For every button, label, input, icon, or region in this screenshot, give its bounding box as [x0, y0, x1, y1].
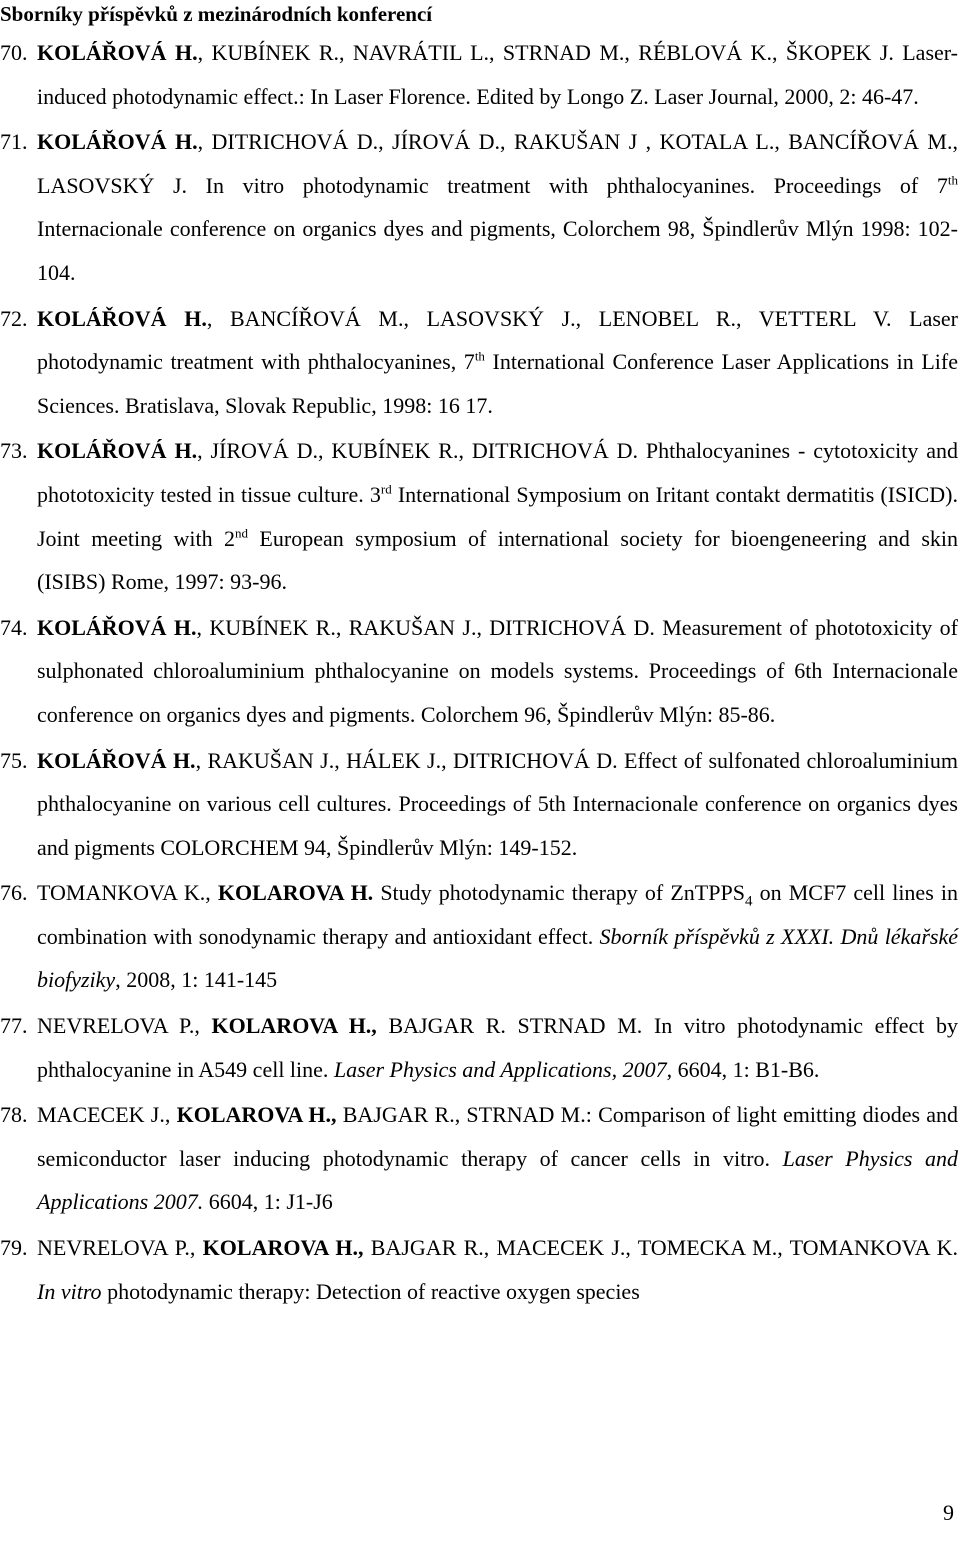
reference-text [37, 297, 958, 428]
reference-text [37, 1004, 958, 1091]
reference-text-run: Internacionale conference on organics dyes and pigments, Colorchem 98, Špindlerův Mlýn 1998: 102-104. [37, 216, 958, 285]
reference-number: 70. [0, 40, 28, 65]
reference-text-run: , KUBÍNEK R., NAVRÁTIL L., STRNAD M., RÉBLOVÁ K., ŠKOPEK J. Laser-induced photodynamic effect.: In Laser Florence. Edited by Longo Z. Laser Journal, 2000, 2: 46-47. [37, 40, 958, 109]
reference-number: 73. [0, 438, 28, 464]
reference-text [37, 871, 958, 1002]
reference-text-run: International Conference Laser Applications in Life Sciences. Bratislava, Slovak Republic, 1998: 16 17. [37, 349, 958, 418]
page-number: 9 [943, 1500, 954, 1525]
reference-text-run: KOLÁŘOVÁ H. [37, 747, 196, 773]
reference-item [0, 871, 958, 1002]
reference-item [0, 1226, 958, 1313]
reference-text-run: on MCF7 cell lines in combination with sonodynamic therapy and antioxidant effect. [37, 880, 959, 949]
reference-text-run: International Symposium on Iritant contakt dermatitis (ISICD). Joint meeting with 2 [37, 481, 958, 551]
reference-item [0, 31, 958, 118]
reference-item [0, 297, 958, 428]
reference-number: 74. [0, 614, 28, 640]
reference-text [37, 606, 958, 737]
reference-text-run: KOLAROVA H., [211, 1013, 377, 1039]
reference-list [0, 31, 958, 1315]
reference-text-run: Laser Physics and Applications 2007. [37, 1145, 959, 1215]
reference-text-run: 4 [744, 893, 753, 910]
reference-text-run: BAJGAR R., STRNAD M.: Comparison of light emitting diodes and semiconductor laser inducing photodynamic therapy of cancer cells in vitro. [37, 1102, 959, 1171]
reference-text-run: th [947, 172, 958, 188]
reference-text-run: Sborník příspěvků z XXXI. Dnů lékařské biofyziky [37, 923, 958, 993]
reference-text-run: , BANCÍŘOVÁ M., LASOVSKÝ J., LENOBEL R., VETTERL V. Laser photodynamic treatment with phthalocyanines, 7 [37, 305, 958, 375]
reference-item [0, 120, 958, 294]
reference-text-run: photodynamic therapy: Detection of reactive oxygen species [101, 1278, 640, 1304]
reference-text-run: th [474, 348, 485, 364]
reference-item [0, 1004, 958, 1091]
reference-text-run: KOLÁŘOVÁ H. [37, 129, 198, 155]
reference-number: 71. [0, 129, 28, 155]
reference-text-run: NEVRELOVA P., [37, 1013, 212, 1039]
reference-number: 77. [0, 1013, 28, 1039]
reference-text-run: BAJGAR R., MACECEK J., TOMECKA M., TOMANKOVA K. [363, 1235, 958, 1261]
reference-text-run: Laser Physics and Applications, 2007, [333, 1056, 673, 1082]
reference-text-run: , 2008, 1: 141-145 [115, 967, 278, 993]
reference-text [37, 31, 958, 118]
reference-number: 78. [0, 1102, 28, 1128]
reference-text-run: , KUBÍNEK R., RAKUŠAN J., DITRICHOVÁ D. Measurement of phototoxicity of sulphonated chloroaluminium phthalocyanine on models systems. Proceedings of 6th Internacionale conference on organics dyes and pigments. Colorchem 96, Špindlerův Mlýn: 85-86. [37, 614, 958, 727]
reference-text-run: , RAKUŠAN J., HÁLEK J., DITRICHOVÁ D. Effect of sulfonated chloroaluminium phthalocyanine on various cell cultures. Proceedings of 5th Internacionale conference on organics dyes and pigments COLORCHEM 94, Špindlerův Mlýn: 149-152. [37, 747, 958, 860]
reference-text-run: KOLÁŘOVÁ H. [37, 614, 197, 640]
reference-text-run: KOLÁŘOVÁ H. [37, 40, 198, 65]
reference-text [37, 429, 958, 603]
reference-text-run: European symposium of international society for bioengeneering and skin (ISIBS) Rome, 1997: 93-96. [37, 525, 959, 595]
reference-number: 72. [0, 305, 28, 331]
reference-text-run: KOLÁŘOVÁ H. [37, 305, 207, 331]
reference-item [0, 429, 958, 603]
reference-text-run: KOLAROVA H., [202, 1235, 364, 1261]
reference-text-run: , DITRICHOVÁ D., JÍROVÁ D., RAKUŠAN J , KOTALA L., BANCÍŘOVÁ M., LASOVSKÝ J. In vitro photodynamic treatment with phthalocyanines. Proceedings of 7 [37, 129, 958, 198]
section-heading: Sborníky příspěvků z mezinárodních konferencí [0, 2, 433, 26]
reference-text-run: KOLAROVA H., [176, 1102, 337, 1128]
reference-number: 79. [0, 1235, 28, 1261]
reference-text-run: , JÍROVÁ D., KUBÍNEK R., DITRICHOVÁ D. Phthalocyanines - cytotoxicity and phototoxicity tested in tissue culture. 3 [37, 438, 958, 507]
reference-text-run: Study photodynamic therapy of ZnTPPS [373, 880, 745, 906]
reference-text [37, 739, 958, 870]
reference-text-run: 6604, 1: J1-J6 [203, 1189, 333, 1215]
reference-number: 76. [0, 880, 28, 906]
reference-text [37, 120, 958, 294]
reference-text [37, 1226, 958, 1313]
reference-text-run: KOLÁŘOVÁ H. [37, 438, 198, 464]
reference-text-run: NEVRELOVA P., [37, 1235, 203, 1261]
reference-text-run: MACECEK J., [37, 1102, 177, 1128]
reference-item [0, 739, 958, 870]
reference-item [0, 1093, 958, 1224]
reference-text-run: 6604, 1: B1-B6. [672, 1056, 820, 1082]
reference-text-run: TOMANKOVA K., [37, 880, 218, 906]
reference-text-run: nd [235, 525, 249, 541]
reference-text-run: KOLAROVA H. [217, 880, 374, 906]
reference-number: 75. [0, 747, 28, 773]
reference-text-run: In vitro [37, 1278, 102, 1304]
reference-text-run: rd [380, 481, 392, 497]
reference-item [0, 606, 958, 737]
reference-text [37, 1093, 958, 1224]
reference-text-run: BAJGAR R. STRNAD M. In vitro photodynamic effect by phthalocyanine in A549 cell line. [37, 1013, 958, 1082]
